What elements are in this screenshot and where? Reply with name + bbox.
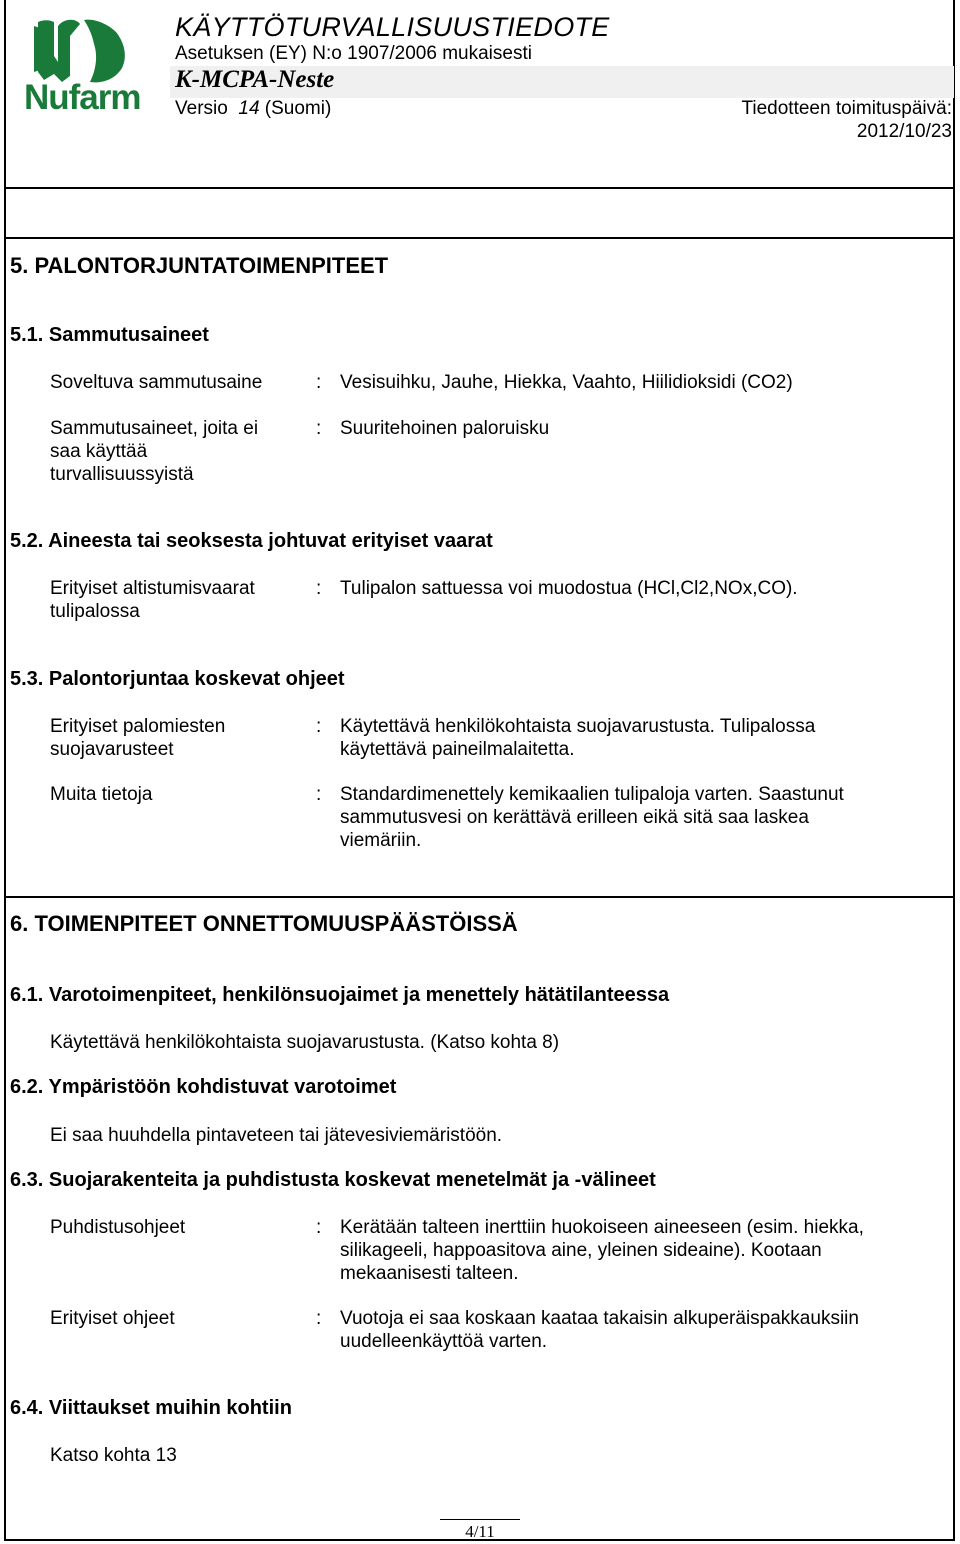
page-number: 4/11 xyxy=(465,1522,495,1541)
label-ei-kayttaa-2: saa käyttää xyxy=(50,441,148,462)
section-divider xyxy=(4,896,955,898)
footer-rule xyxy=(440,1519,520,1520)
label-palomiesten-2: suojavarusteet xyxy=(50,739,174,760)
section-6-3-heading: 6.3. Suojarakenteita ja puhdistusta koskevat menetelmät ja -välineet xyxy=(10,1169,656,1191)
header-rule-top xyxy=(4,187,955,189)
regulation-text: Asetuksen (EY) N:o 1907/2006 mukaisesti xyxy=(175,43,532,64)
label-altistumis-1: Erityiset altistumisvaarat xyxy=(50,578,255,599)
value-ei-kayttaa: Suuritehoinen paloruisku xyxy=(340,418,550,439)
document-title: KÄYTTÖTURVALLISUUSTIEDOTE xyxy=(175,12,610,42)
section-5-heading: 5. PALONTORJUNTATOIMENPITEET xyxy=(10,253,389,278)
label-ei-kayttaa-1: Sammutusaineet, joita ei xyxy=(50,418,259,439)
section-5-1-heading: 5.1. Sammutusaineet xyxy=(10,324,209,346)
section-6-4-heading: 6.4. Viittaukset muihin kohtiin xyxy=(10,1397,292,1419)
value-palomiesten-2: käytettävä paineilmalaitetta. xyxy=(340,739,575,760)
section-5-3-heading: 5.3. Palontorjuntaa koskevat ohjeet xyxy=(10,668,345,690)
label-altistumis-2: tulipalossa xyxy=(50,601,140,622)
text-6-4: Katso kohta 13 xyxy=(50,1445,177,1466)
value-puhdistus-1: Kerätään talteen inerttiin huokoiseen aineeseen (esim. hiekka, xyxy=(340,1217,864,1238)
value-muita-1: Standardimenettely kemikaalien tulipaloja varten. Saastunut xyxy=(340,784,844,805)
version-label: Versio xyxy=(175,98,228,119)
date-label: Tiedotteen toimituspäivä: xyxy=(741,98,952,119)
date-value: 2012/10/23 xyxy=(856,121,952,142)
label-muita-tietoja: Muita tietoja xyxy=(50,784,153,805)
version-line xyxy=(175,98,331,120)
section-5-2-heading: 5.2. Aineesta tai seoksesta johtuvat erityiset vaarat xyxy=(10,530,493,552)
value-altistumis: Tulipalon sattuessa voi muodostua (HCl,Cl2,NOx,CO). xyxy=(340,578,798,599)
text-6-2: Ei saa huuhdella pintaveteen tai jätevesiviemäristöön. xyxy=(50,1125,503,1146)
colon: : xyxy=(316,716,322,737)
value-muita-3: viemäriin. xyxy=(340,830,422,851)
colon: : xyxy=(316,1308,322,1329)
brand-wordmark: Nufarm xyxy=(24,78,141,117)
value-puhdistus-3: mekaanisesti talteen. xyxy=(340,1263,519,1284)
nufarm-logo xyxy=(24,16,148,116)
label-ei-kayttaa-3: turvallisuussyistä xyxy=(50,464,194,485)
value-muita-2: sammutusvesi on kerättävä erilleen eikä sitä saa laskea xyxy=(340,807,809,828)
version-number: 14 xyxy=(238,98,260,119)
value-erityiset-1: Vuotoja ei saa koskaan kaataa takaisin alkuperäispakkauksiin xyxy=(340,1308,859,1329)
product-name: K-MCPA-Neste xyxy=(175,66,335,93)
section-6-heading: 6. TOIMENPITEET ONNETTOMUUSPÄÄSTÖISSÄ xyxy=(10,911,518,936)
label-palomiesten-1: Erityiset palomiesten xyxy=(50,716,226,737)
colon: : xyxy=(316,578,322,599)
value-erityiset-2: uudelleenkäyttöä varten. xyxy=(340,1331,548,1352)
colon: : xyxy=(316,784,322,805)
text-6-1: Käytettävä henkilökohtaista suojavarustusta. (Katso kohta 8) xyxy=(50,1032,560,1053)
label-soveltuva: Soveltuva sammutusaine xyxy=(50,372,263,393)
header-rule-bottom xyxy=(4,237,955,239)
section-6-2-heading: 6.2. Ympäristöön kohdistuvat varotoimet xyxy=(10,1076,397,1098)
value-puhdistus-2: silikageeli, happoasitova aine, yleinen sideaine). Kootaan xyxy=(340,1240,822,1261)
label-puhdistusohjeet: Puhdistusohjeet xyxy=(50,1217,186,1238)
colon: : xyxy=(316,372,322,393)
colon: : xyxy=(316,1217,322,1238)
version-lang: (Suomi) xyxy=(264,98,332,119)
colon: : xyxy=(316,418,322,439)
value-soveltuva: Vesisuihku, Jauhe, Hiekka, Vaahto, Hiilidioksidi (CO2) xyxy=(340,372,793,393)
value-palomiesten-1: Käytettävä henkilökohtaista suojavarustusta. Tulipalossa xyxy=(340,716,816,737)
label-erityiset-ohjeet: Erityiset ohjeet xyxy=(50,1308,175,1329)
section-6-1-heading: 6.1. Varotoimenpiteet, henkilönsuojaimet ja menettely hätätilanteessa xyxy=(10,984,670,1006)
